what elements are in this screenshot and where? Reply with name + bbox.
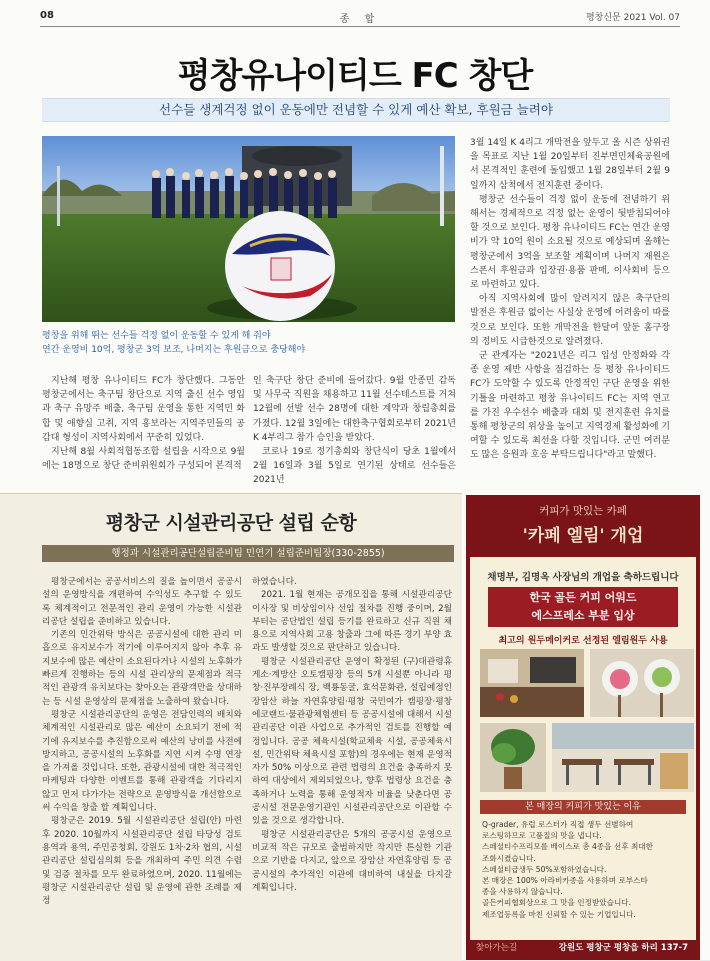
list-item: 스페셜티급생두 50%포함하였습니다. (482, 864, 607, 874)
article2-column-left (42, 576, 242, 908)
paragraph: 평창군은 2019. 5월 시설관리공단 설립(안) 마련 후 2020. 10월까지 시설관리공단 설립 타당성 검토 용역과 용역, 주민공청회, 강원도 1차·2차 협의, 시설관리공단 설립심의회 등을 개최하여 주민 의견 수렴 및 검증 절차를 모두 완료하였으며, 2020. 11월에는 평창군 시설관리공단 설립 및 운영에 관한 조례를 제정 (42, 816, 242, 907)
paragraph: 평창군에서는 공공서비스의 질을 높이면서 공공시설의 운영방식을 개편하여 수익성도 추구할 수 있도록 체계적이고 전문적인 관리 운영이 가능한 시설관리공단 설립을 준비하고 있습니다. (42, 577, 242, 627)
facility-article-section (0, 493, 462, 961)
team-photo (42, 136, 455, 322)
article1-column-right (470, 136, 670, 463)
paragraph: 인 축구단 창단 준비에 들어갔다. 9월 안종민 감독 및 사무국 직원을 채용하고 11월 선수테스트를 거쳐 12월에 선발 선수 28명에 대한 계약과 창립총회를 가졌다. 12월 3일에는 대한축구협회로부터 2021년 K 4부리그 참가 승인을 받았다. (253, 376, 456, 443)
cafe-seating-photo (552, 723, 694, 792)
caption-line: 연간 운영비 10억, 평창군 3억 보조, 나머지는 후원금으로 충당해야 (42, 345, 306, 355)
paragraph: 평창군 시설관리공단의 운영은 전담인력의 배치와 체계적인 시설관리로 많은 예산이 소요되기 전에 적기에 유지보수를 추진함으로써 예산의 낭비를 사전에 방지하고, 공공시설의 노후화를 지연 시켜 수명 연장을 가져올 것입니다. 또한, 관광시설에 대한 적극적인 마케팅과 다양한 이벤트를 통해 관광객을 기다리지 않고 먼저 다가가는 전략으로 운영방식을 개선함으로써 수익을 창출 할 계획입니다. (42, 709, 242, 814)
caption-line: 평창을 위해 뛰는 선수들 걱정 없이 운동할 수 있게 해 줘야 (42, 331, 271, 341)
article-headline: 평창유나이티드 FC 창단 (177, 56, 533, 96)
photo-caption (42, 329, 455, 357)
list-item: 종을 사용하지 않습니다. (482, 887, 563, 897)
ad-title-block (470, 499, 696, 557)
list-item: 제조업등록을 마친 신뢰할 수 있는 기업입니다. (482, 909, 636, 919)
paragraph: 평창군 시설관리공단은 5개의 공공시설 운영으로 비교적 작은 규모로 출범하지만 작지만 튼실한 기관으로 기반을 다지고, 앞으로 장암산 자연휴양림 등 공공시설의 추가적인 이관에 대비하여 내실을 다지갈 계획입니다. (252, 829, 452, 893)
article2-headline: 평창군 시설관리공단 설립 순항 (105, 512, 357, 534)
list-item: 조화시켰습니다. (482, 853, 536, 863)
soccer-team-illustration (42, 136, 455, 322)
list-item: 스페셜티수프리모를 베이스로 총 4종을 선후 최대한 (482, 842, 653, 852)
potted-plant-image (480, 723, 546, 792)
page-header (40, 8, 680, 27)
ad-cafe-name: '카페 엘림' 개업 (522, 526, 644, 546)
ad-tagline: 커피가 맛있는 카페 (539, 505, 627, 517)
list-item: Q-grader, 유럽 로스터가 직접 생두 선별하여 (482, 820, 634, 829)
paragraph: 지난해 평창 유나이티드 FC가 창단했다. 그동안 평창군에서는 축구팀 창단으로 지역 출신 선수 영입과 축구 유망주 배출, 축구팀 운영을 통한 지역민 화합 및 애향심 고취, 지역 홍보라는 지역주민들의 공감대 형성이 지역사회에서 꾸준히 있었다. (42, 376, 245, 443)
ad-congrats: 채명부, 김명옥 사장님의 개업을 축하드립니다 (487, 572, 679, 583)
ad-reasons-title: 본 매장의 커피가 맛있는 이유 (480, 800, 686, 814)
article2-column-right (252, 576, 452, 895)
directions-label: 찾아가는길 (476, 943, 518, 953)
list-item: 로스팅하므로 고품질의 맛을 냅니다. (482, 831, 602, 841)
paragraph: 군 관계자는 "2021년은 리그 입성 안정화와 각종 운영 제반 사항을 점검하는 등 평창 유나이티드 FC가 도약할 수 있도록 안정적인 구단 운영을 위한 기틀을 마련하고 평창 유나이티드 FC는 지역 연고를 가진 우수선수 배출과 대회 및 전지훈련 유치를 통해 평창군의 위상을 높이고 지역경제 활성화에 기여할 수 있도록 최선을 다할 것입니다. 군민 여러분도 많은 응원과 호응 부탁드립니다"라고 말했다. (470, 351, 670, 461)
ad-footer (470, 940, 696, 956)
ad-inner (470, 499, 696, 956)
list-item: 골든커피협회상으로 그 맛을 인정받았습니다. (482, 898, 632, 908)
cafe-flowers-photo (590, 649, 694, 717)
list-item: 본 매장은 100% 아라비카종을 사용하며 로부스타 (482, 876, 648, 886)
flower-wreath-image (590, 649, 694, 717)
issue-label: 평창신문 2021 Vol. 07 (585, 13, 680, 23)
paragraph: 지난해 8월 사회적협동조합 설립을 시작으로 9월에는 18명으로 창단 준비위원회가 구성되어 본격적 (42, 447, 245, 472)
paragraph: 기존의 민간위탁 방식은 공공시설에 대한 관리 미흡으로 유지보수가 적기에 이루어지지 않아 추후 유지보수에 많은 예산이 소요된다거나 시설의 노후화가 빠르게 진행하는 등의 시설 관리상의 문제점과 적극적인 관광객 유치보다는 찾아오는 관광객만을 상대하는 등 시설 운영상의 문제점을 노출하여 왔습니다. (42, 630, 242, 707)
paragraph: 코로나 19로 정기총회와 창단식이 당초 1월에서 2월 16일과 3월 5일로 연기된 상태로 선수들은 2021년 (253, 447, 456, 486)
award-line: 한국 골든 커피 어워드 (529, 591, 637, 604)
section-label: 종 합 (339, 14, 381, 25)
article1-column-left (42, 374, 245, 473)
cafe-photos (480, 649, 686, 792)
page-number: 08 (40, 10, 54, 21)
article2-contact-bar: 행정과 시설관리공단설립준비팀 민연기 설립준비팀장(330-2855) (42, 545, 454, 562)
paragraph: 아직 지역사회에 많이 알려지지 않은 축구단의 발전은 후원금 없이는 사실상 운영에 어려움이 따를 것으로 보인다. 또한 개막전을 한달여 앞둔 홈구장의 정비도 시급한것으로 알려졌다. (470, 294, 670, 347)
cafe-address: 강원도 평창군 평창읍 하리 137-7 (558, 943, 688, 953)
ad-award-badge (488, 587, 678, 627)
paragraph: 평창군 시설관리공단 운영이 확정된 (구)대관령휴게소·계방산 오토캠핑장 등의 5개 시설뿐 아니라 평창·진부장례식 장, 백룡동굴, 효석문화관, 설립예정인 장암산 하늘 자연휴양림·평창 국민여가 캠핑장·평창 에코랜드·물관광체험센터 등 공공시설에 대해서 시설관리공단 이관 사업으로 추가적인 검토를 진행할 예정입니다. 공공 체육시설(학교체육 시설, 공공체육시설, 민간위탁 체육시설 포함)의 경우에는 현재 운영적자가 50% 이상으로 관련 법령의 요건을 충족하지 못하여 대상에서 제외되었으나, 향후 법령상 요건을 충족하거나 노력을 통해 운영적자 비율을 낮춘다면 공공시설 전문운영기관인 시설관리공단으로 이관할 수 있을 것으로 생각합니다. (252, 656, 452, 827)
cafe-advertisement (466, 495, 700, 960)
cafe-counter-image (480, 649, 584, 717)
article1-column-mid (253, 374, 456, 488)
ad-reasons-list (482, 819, 686, 920)
cafe-plant-photo (480, 723, 546, 792)
article-subheadline: 선수들 생계걱정 없이 운동에만 전념할 수 있게 예산 확보, 후원금 늘려야 (42, 98, 670, 122)
award-line: 에스프레소 부분 입상 (531, 609, 635, 622)
cafe-interior-photo (480, 649, 584, 717)
paragraph: 하였습니다. (252, 577, 297, 587)
paragraph: 2021. 1월 현재는 공개모집을 통해 시설관리공단 이사장 및 비상임이사 선임 절차를 진행 중이며, 2월부터는 공단법인 설립 등기를 완료하고 신규 직원 채용으로 지역사회 고용 창출과 그에 따른 경기 부양 효과도 발생할 것으로 판단하고 있습니다. (252, 590, 452, 654)
cafe-seating-image (552, 723, 694, 792)
paragraph: 3월 14일 K 4리그 개막전을 앞두고 올 시즌 상위권을 목표로 지난 1월 20일부터 진부면민체육공원에서 본격적인 훈련에 돌입했고 1월 28일부터 2월 9일까지 삼척에서 전지훈련 중이다. (470, 138, 670, 191)
paragraph: 평창군 선수들이 걱정 없이 운동에 전념하기 위해서는 경제적으로 걱정 없는 운영이 뒷받침되어야 할 것으로 보인다. 평창 유나이티드 FC는 연간 운영비가 약 10억 원이 소요될 것으로 예상되며 올해는 평창군에서 3억을 보조할 계획이며 나머지 재원은 스폰서 후원금과 입장권·용품 판매, 이사회비 등으로 마련하고 있다. (470, 194, 670, 291)
ad-subline: 최고의 원두메이커로 선정된 엘림원두 사용 (498, 636, 668, 646)
